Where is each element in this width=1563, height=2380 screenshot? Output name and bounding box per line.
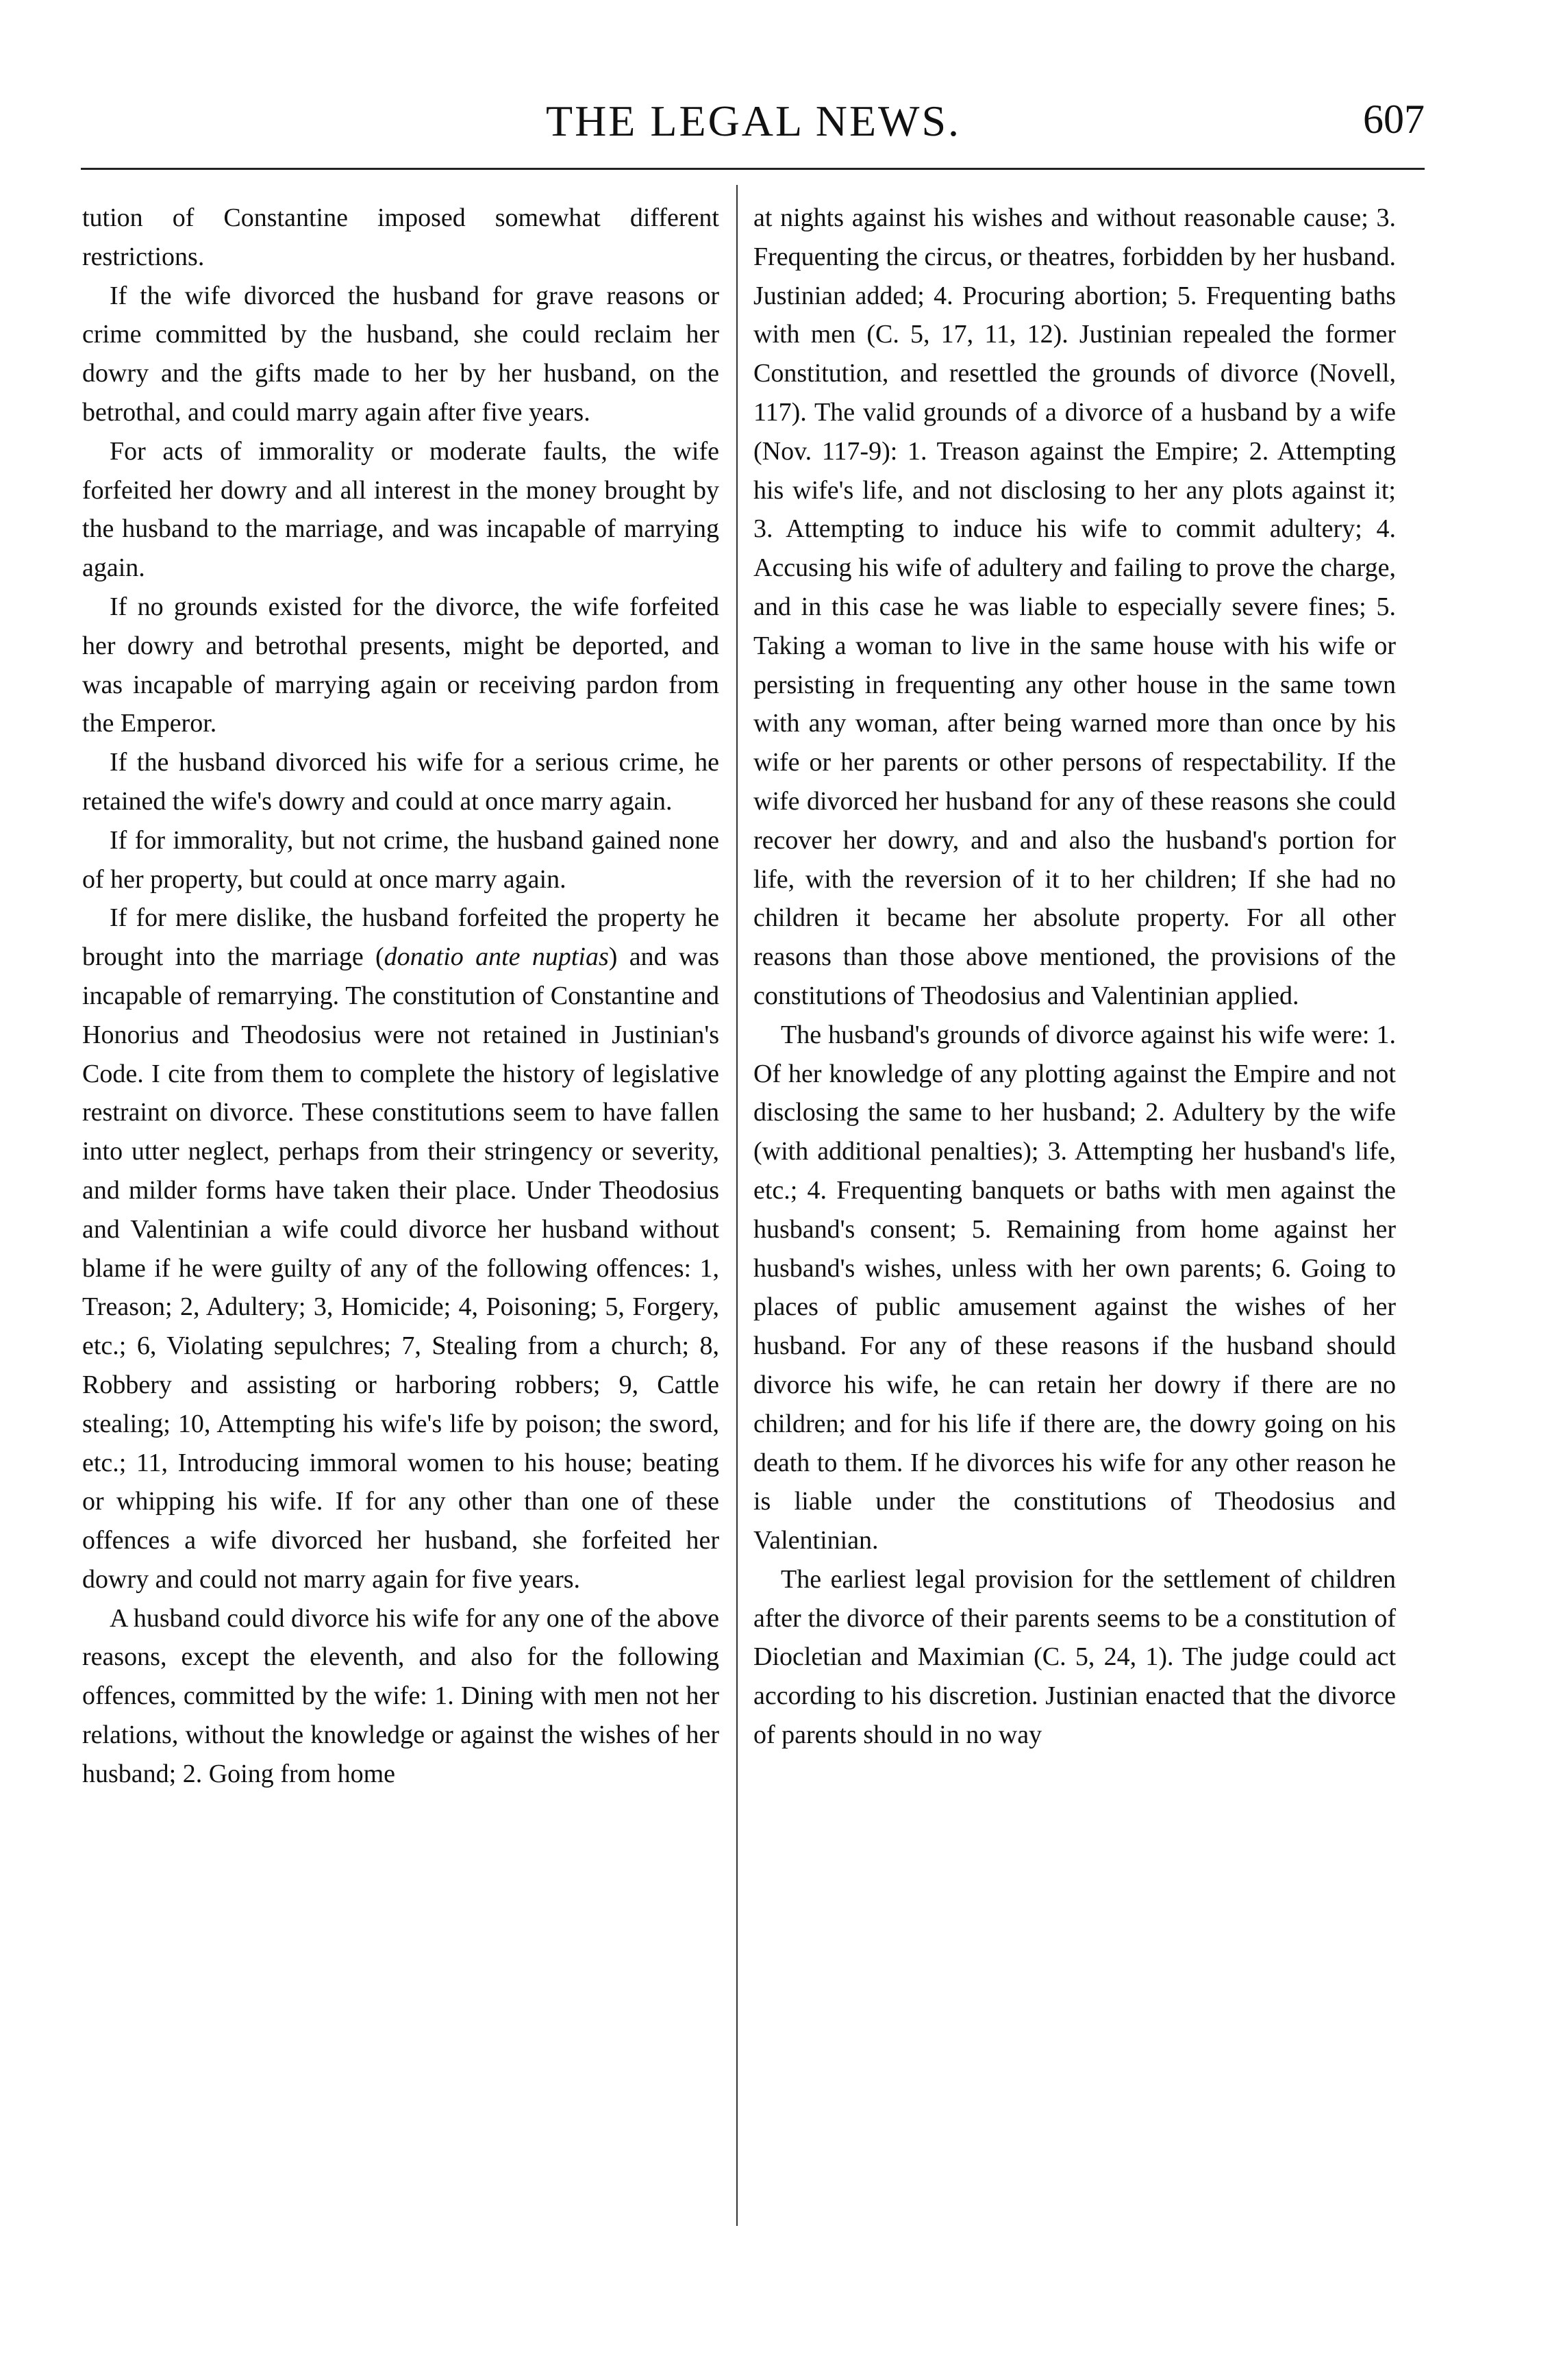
paragraph-text: If for mere dislike, the husband forfeited the property he brought into the marriage (	[82, 903, 719, 972]
paragraph: If the wife divorced the husband for grave reasons or crime committed by the husband, she could reclaim her dowry and the gifts made to her by her husband, on the betrothal, and could marry again after five years.	[82, 281, 719, 427]
paragraph: The earliest legal provision for the settlement of children after the divorce of their parents seems to be a constitution of Diocletian and Maximian (C. 5, 24, 1). The judge could act according to his discretion. Justinian enacted that the divorce of parents should in no way	[753, 1564, 1396, 1750]
paragraph: A husband could divorce his wife for any one of the above reasons, except the eleventh, and also for the following offences, committed by the wife: 1. Dining with men not her relations, without the knowledge or against the wishes of her husband; 2. Going from home	[82, 1603, 719, 1788]
paragraph: If the husband divorced his wife for a serious crime, he retained the wife's dowry and could at once marry again.	[82, 748, 719, 816]
paragraph: If for immorality, but not crime, the husband gained none of her property, but could at once marry again.	[82, 825, 719, 894]
header-rule	[81, 168, 1425, 170]
right-column	[753, 199, 1396, 1755]
paragraph: If no grounds existed for the divorce, the wife forfeited her dowry and betrothal presents, might be deported, and was incapable of marrying again or receiving pardon from the Emperor.	[82, 592, 719, 738]
column-divider	[736, 185, 738, 2226]
journal-title: THE LEGAL NEWS.	[545, 97, 962, 145]
running-header	[82, 96, 1425, 151]
latin-term: donatio ante nuptias	[384, 942, 609, 972]
left-column	[82, 199, 719, 1794]
page-number: 607	[1363, 97, 1425, 142]
paragraph: For acts of immorality or moderate faults, the wife forfeited her dowry and all interest in the money brought by the husband to the marriage, and was incapable of marrying again.	[82, 436, 719, 583]
paragraph: The husband's grounds of divorce against his wife were: 1. Of her knowledge of any plotting against the Empire and not disclosing the same to her husband; 2. Adultery by the wife (with additional penalties); 3. Attempting her husband's life, etc.; 4. Frequenting banquets or baths with men against the husband's consent; 5. Remaining from home against her husband's wishes, unless with her own parents; 6. Going to places of public amusement against the wishes of her husband. For any of these reasons if the husband should divorce his wife, he can retain her dowry if there are no children; and for his life if there are, the dowry going on his death to them. If he divorces his wife for any other reason he is liable under the constitutions of Theodosius and Valentinian.	[753, 1020, 1396, 1555]
paragraph-text: ) and was incapable of remarrying. The constitution of Constantine and Honorius and Theodosius were not retained in Justinian's Code. I cite from them to complete the history of legislative restraint on divorce. These constitutions seem to have fallen into utter neglect, perhaps from their stringency or severity, and milder forms have taken their place. Under Theodosius and Valentinian a wife could divorce her husband without blame if he were guilty of any of the following offences: 1, Treason; 2, Adultery; 3, Homicide; 4, Poisoning; 5, Forgery, etc.; 6, Violating sepulchres; 7, Stealing from a church; 8, Robbery and assisting or harboring robbers; 9, Cattle stealing; 10, Attempting his wife's life by poison; the sword, etc.; 11, Introducing immoral women to his house; beating or whipping his wife. If for any other than one of these offences a wife divorced her husband, she forfeited her dowry and could not marry again for five years.	[82, 942, 719, 1594]
paragraph: tution of Constantine imposed somewhat different restrictions.	[82, 203, 719, 271]
paragraph: at nights against his wishes and without reasonable cause; 3. Frequenting the circus, or theatres, forbidden by her husband. Justinian added; 4. Procuring abortion; 5. Frequenting baths with men (C. 5, 17, 11, 12). Justinian repealed the former Constitution, and resettled the grounds of divorce (Novell, 117). The valid grounds of a divorce of a husband by a wife (Nov. 117-9): 1. Treason against the Empire; 2. Attempting his wife's life, and not disclosing to her any plots against it; 3. Attempting to induce his wife to commit adultery; 4. Accusing his wife of adultery and failing to prove the charge, and in this case he was liable to especially severe fines; 5. Taking a woman to live in the same house with his wife or persisting in frequenting any other house in the same town with any woman, after being warned more than once by his wife or her parents or other persons of respectability. If the wife divorced her husband for any of these reasons she could recover her dowry, and and also the husband's portion for life, with the reversion of it to her children; If she had no children it became her absolute property. For all other reasons than those above mentioned, the provisions of the constitutions of Theodosius and Valentinian applied.	[753, 203, 1396, 1010]
paragraph	[82, 899, 719, 1599]
